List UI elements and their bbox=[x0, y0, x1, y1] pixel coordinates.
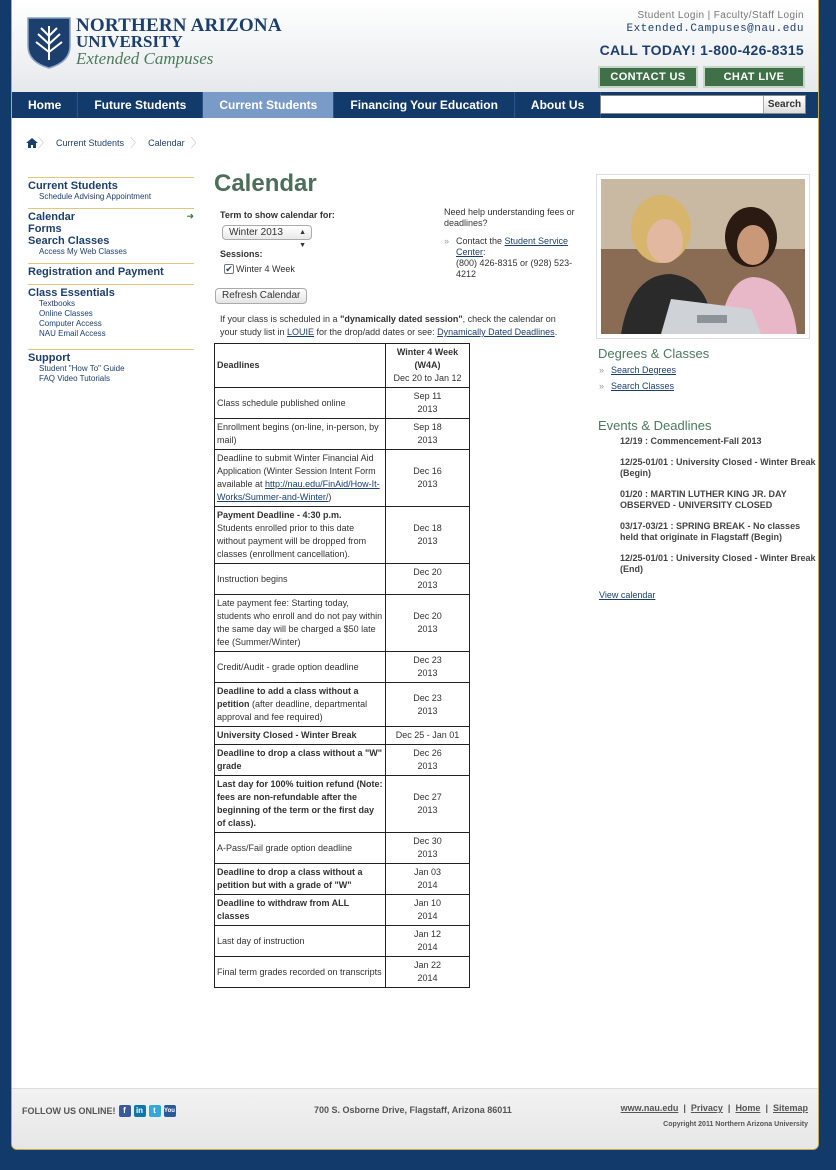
row-date-year: 2014 bbox=[417, 942, 438, 952]
email-link[interactable]: Extended.Campuses@nau.edu bbox=[626, 23, 804, 35]
row-date-year: 2014 bbox=[417, 911, 438, 921]
nau-shield-logo[interactable] bbox=[26, 16, 72, 70]
students-photo bbox=[596, 174, 810, 339]
table-row bbox=[215, 419, 470, 450]
copyright: Copyright 2011 Northern Arizona University bbox=[663, 1121, 808, 1128]
breadcrumb-separator-icon: 〉 bbox=[130, 136, 143, 150]
row-date-year: 2013 bbox=[417, 435, 438, 445]
degrees-heading: Degrees & Classes bbox=[598, 346, 710, 361]
row-date bbox=[386, 727, 470, 745]
nav-future-students[interactable]: Future Students bbox=[78, 92, 203, 118]
row-date-year: 2013 bbox=[417, 805, 438, 815]
row-date bbox=[386, 745, 470, 776]
event-item: 01/20 : MARTIN LUTHER KING JR. DAY OBSERVED - UNIVERSITY CLOSED bbox=[620, 489, 787, 510]
row-date-year: 2014 bbox=[417, 880, 438, 890]
sidebar-item-support[interactable]: Support bbox=[28, 352, 71, 364]
youtube-icon[interactable]: You bbox=[164, 1105, 176, 1117]
sidebar-item-forms[interactable]: Forms bbox=[28, 223, 62, 235]
row-date bbox=[386, 776, 470, 833]
row-date-year: 2014 bbox=[417, 973, 438, 983]
row-date-year: 2013 bbox=[417, 624, 438, 634]
row-date bbox=[386, 957, 470, 988]
follow-label: FOLLOW US ONLINE! bbox=[22, 1106, 116, 1116]
row-date-day: Dec 23 bbox=[413, 692, 442, 703]
row-date bbox=[386, 419, 470, 450]
table-row bbox=[215, 652, 470, 683]
row-label-bold: Deadline to add a class without a petition bbox=[217, 686, 359, 709]
row-label-rest: Students enrolled prior to this date without payment will be dropped from classes (enrollment cancellation). bbox=[217, 523, 367, 559]
help-box bbox=[444, 207, 584, 280]
footer-links: www.nau.edu | Privacy | Home | Sitemap bbox=[620, 1103, 808, 1113]
breadcrumb-separator-icon: 〉 bbox=[38, 136, 51, 150]
page-frame bbox=[11, 0, 819, 1150]
photo-image bbox=[601, 179, 805, 334]
session-checkbox-label[interactable]: Winter 4 Week bbox=[236, 264, 295, 274]
sidebar bbox=[28, 177, 194, 390]
sidebar-item-access-web-classes[interactable]: Access My Web Classes bbox=[39, 247, 127, 256]
student-service-center-link[interactable]: Student Service Center bbox=[456, 236, 569, 257]
follow-us bbox=[22, 1105, 176, 1117]
sidebar-item-how-to-guide[interactable]: Student "How To" Guide bbox=[39, 364, 125, 373]
row-label-post: ) bbox=[328, 492, 332, 502]
sidebar-item-registration[interactable]: Registration and Payment bbox=[28, 266, 164, 278]
row-date-year: 2013 bbox=[417, 705, 438, 716]
row-label bbox=[215, 727, 386, 745]
row-date-year: 2013 bbox=[417, 536, 438, 546]
row-date-year: 2013 bbox=[417, 580, 438, 590]
row-label bbox=[215, 450, 386, 507]
nav-about-us[interactable]: About Us bbox=[515, 92, 601, 118]
row-date bbox=[386, 683, 470, 727]
logo-line3: Extended Campuses bbox=[76, 49, 214, 68]
row-date-day: Jan 10 bbox=[413, 898, 442, 908]
sessions-label: Sessions: bbox=[220, 249, 263, 259]
row-label-bold: Deadline to drop a class without a petition but with a grade of "W" bbox=[217, 867, 363, 890]
dynamic-dates-note bbox=[220, 313, 570, 339]
linkedin-icon[interactable]: in bbox=[134, 1105, 146, 1117]
row-label bbox=[215, 507, 386, 564]
term-select-value: Winter 2013 bbox=[229, 227, 283, 238]
table-row bbox=[215, 450, 470, 507]
footer-link-privacy[interactable]: Privacy bbox=[690, 1103, 723, 1113]
event-item: 12/25-01/01 : University Closed - Winter Break (Begin) bbox=[620, 457, 816, 478]
logo-line2: UNIVERSITY bbox=[76, 32, 183, 51]
main-content bbox=[214, 170, 574, 988]
row-date-day: Dec 27 bbox=[413, 792, 442, 802]
search-input[interactable] bbox=[600, 95, 806, 114]
row-date bbox=[386, 388, 470, 419]
footer-address: 700 S. Osborne Drive, Flagstaff, Arizona 86011 bbox=[314, 1105, 512, 1115]
table-row bbox=[215, 683, 470, 727]
help-contact-item: » Contact the Student Service Center: (800) 426-8315 or (928) 523-4212 bbox=[444, 236, 584, 280]
table-row bbox=[215, 745, 470, 776]
row-label bbox=[215, 895, 386, 926]
help-text: Need help understanding fees or deadlines? bbox=[444, 207, 575, 228]
search-classes-link[interactable]: » Search Classes bbox=[599, 378, 676, 394]
session-checkbox[interactable]: ✔ bbox=[225, 264, 233, 274]
sidebar-section-essentials bbox=[28, 284, 194, 339]
row-label bbox=[215, 683, 386, 727]
nav-home[interactable]: Home bbox=[12, 92, 78, 118]
sidebar-item-textbooks[interactable]: Textbooks bbox=[39, 299, 76, 308]
note-part2: , check the calendar on your study list in bbox=[220, 314, 556, 337]
row-date-day: Sep 18 bbox=[413, 422, 442, 432]
search-degrees-link[interactable]: » Search Degrees bbox=[599, 362, 676, 378]
help-phone: (800) 426-8315 or (928) 523-4212 bbox=[456, 258, 573, 279]
row-date bbox=[386, 652, 470, 683]
nav-current-students[interactable]: Current Students bbox=[203, 92, 334, 118]
row-label-bold: Last day for 100% tuition refund (Note: fees are non-refundable after the beginning of the term or the first day of class). bbox=[217, 779, 383, 828]
event-item: 12/19 : Commencement-Fall 2013 bbox=[620, 436, 762, 446]
row-date bbox=[386, 450, 470, 507]
row-date-day: Jan 12 bbox=[413, 929, 442, 939]
sidebar-item-class-essentials[interactable]: Class Essentials bbox=[28, 287, 115, 299]
row-date-day: Dec 20 bbox=[413, 611, 442, 621]
row-date bbox=[386, 895, 470, 926]
sidebar-item-online-classes[interactable]: Online Classes bbox=[39, 309, 93, 318]
logo-wordmark[interactable] bbox=[76, 17, 282, 68]
row-label bbox=[215, 864, 386, 895]
event-item: 12/25-01/01 : University Closed - Winter Break (End) bbox=[620, 553, 816, 574]
home-icon[interactable] bbox=[26, 138, 38, 148]
row-date bbox=[386, 833, 470, 864]
select-arrows-icon: ▲ ▼ bbox=[299, 229, 306, 249]
sidebar-item-search-classes[interactable]: Search Classes bbox=[28, 235, 110, 247]
finaid-link[interactable]: http://nau.edu/FinAid/How-It-Works/Summer-and-Winter/ bbox=[217, 479, 380, 502]
table-row bbox=[215, 507, 470, 564]
table-row bbox=[215, 727, 470, 745]
facebook-icon[interactable]: f bbox=[119, 1105, 131, 1117]
logo-line1: NORTHERN ARIZONA bbox=[76, 15, 282, 36]
row-date-year: 2013 bbox=[417, 668, 438, 678]
breadcrumb-separator-icon: 〉 bbox=[190, 136, 203, 150]
help-contact-prefix: Contact the bbox=[456, 236, 505, 246]
row-label: Instruction begins bbox=[215, 564, 386, 595]
table-row bbox=[215, 388, 470, 419]
sidebar-item-calendar[interactable]: Calendar bbox=[28, 211, 76, 223]
row-label-bold: University Closed - Winter Break bbox=[217, 730, 357, 740]
sidebar-item-nau-email[interactable]: NAU Email Access bbox=[39, 329, 106, 338]
row-date-year: 2013 bbox=[417, 761, 438, 771]
footer-link-nau[interactable]: www.nau.edu bbox=[620, 1103, 679, 1113]
nav-financing[interactable]: Financing Your Education bbox=[334, 92, 515, 118]
row-label bbox=[215, 776, 386, 833]
footer-link-home[interactable]: Home bbox=[735, 1103, 761, 1113]
row-label bbox=[215, 745, 386, 776]
row-date-day: Dec 26 bbox=[413, 748, 442, 758]
louie-link[interactable]: LOUIE bbox=[287, 327, 315, 337]
row-label: Class schedule published online bbox=[215, 388, 386, 419]
table-header-session-title: Winter 4 Week (W4A) bbox=[396, 347, 459, 370]
breadcrumb bbox=[26, 134, 203, 151]
table-header-session bbox=[386, 344, 470, 388]
table-row bbox=[215, 833, 470, 864]
table-row bbox=[215, 895, 470, 926]
breadcrumb-current-students[interactable]: Current Students bbox=[56, 137, 125, 148]
sidebar-item-schedule-advising[interactable]: Schedule Advising Appointment bbox=[39, 192, 152, 201]
sidebar-section-registration bbox=[28, 263, 194, 278]
row-label: A-Pass/Fail grade option deadline bbox=[215, 833, 386, 864]
note-end: . bbox=[554, 327, 558, 337]
chat-live-button[interactable]: CHAT LIVE bbox=[703, 66, 805, 88]
row-label: Final term grades recorded on transcripts bbox=[215, 957, 386, 988]
sidebar-item-computer-access[interactable]: Computer Access bbox=[39, 319, 102, 328]
login-links[interactable]: Student Login | Faculty/Staff Login bbox=[637, 10, 804, 21]
row-date-day: Dec 20 bbox=[413, 567, 442, 577]
row-date-year: 2013 bbox=[417, 404, 438, 414]
row-date bbox=[386, 564, 470, 595]
footer-link-sitemap[interactable]: Sitemap bbox=[772, 1103, 808, 1113]
table-header-session-dates: Dec 20 to Jan 12 bbox=[393, 373, 462, 383]
site-header bbox=[12, 0, 818, 92]
twitter-icon[interactable]: t bbox=[149, 1105, 161, 1117]
contact-us-button[interactable]: CONTACT US bbox=[598, 66, 698, 88]
header-contact bbox=[600, 10, 804, 58]
table-row bbox=[215, 864, 470, 895]
term-label: Term to show calendar for: bbox=[220, 210, 335, 220]
main-nav bbox=[12, 92, 818, 118]
row-label-bold: Deadline to withdraw from ALL classes bbox=[217, 898, 350, 921]
row-label: Late payment fee: Starting today, students who enroll and do not pay within the same day will be charged a $50 late fee (Summer/Winter) bbox=[215, 595, 386, 652]
row-date-day: Jan 03 bbox=[413, 867, 442, 877]
event-item: 03/17-03/21 : SPRING BREAK - No classes held that originate in Flagstaff (Begin) bbox=[620, 521, 801, 542]
table-row bbox=[215, 926, 470, 957]
table-header-row bbox=[215, 344, 470, 388]
row-label-rest: (after deadline, departmental approval and fee required) bbox=[217, 699, 368, 722]
table-row bbox=[215, 595, 470, 652]
row-date bbox=[386, 864, 470, 895]
table-header-deadlines: Deadlines bbox=[215, 344, 386, 388]
row-label-bold: Deadline to drop a class without a "W" grade bbox=[217, 748, 383, 771]
sidebar-section-current bbox=[28, 177, 194, 202]
degrees-links bbox=[599, 362, 676, 394]
note-part1: If your class is scheduled in a bbox=[220, 314, 341, 324]
arrow-right-icon: ➜ bbox=[186, 211, 194, 221]
row-date-year: 2013 bbox=[417, 479, 438, 489]
page-title: Calendar bbox=[214, 170, 317, 197]
row-date-day: Dec 25 - Jan 01 bbox=[395, 730, 460, 740]
row-label: Enrollment begins (on-line, in-person, by mail) bbox=[215, 419, 386, 450]
cta-row bbox=[598, 66, 805, 88]
deadlines-table bbox=[214, 343, 470, 988]
row-label: Credit/Audit - grade option deadline bbox=[215, 652, 386, 683]
table-row bbox=[215, 957, 470, 988]
term-select[interactable] bbox=[222, 225, 312, 249]
row-date-year: 2013 bbox=[417, 849, 438, 859]
site-footer bbox=[12, 1088, 818, 1150]
note-bold: "dynamically dated session" bbox=[340, 314, 463, 324]
row-label: Last day of instruction bbox=[215, 926, 386, 957]
row-date bbox=[386, 595, 470, 652]
search-button[interactable]: Search bbox=[763, 96, 805, 113]
row-label-bold: Payment Deadline - 4:30 p.m. bbox=[217, 510, 342, 520]
row-date bbox=[386, 926, 470, 957]
row-date bbox=[386, 507, 470, 564]
events-heading: Events & Deadlines bbox=[598, 418, 712, 433]
sidebar-item-faq-videos[interactable]: FAQ Video Tutorials bbox=[39, 374, 110, 383]
events-list bbox=[620, 436, 819, 585]
row-date-day: Dec 30 bbox=[413, 836, 442, 846]
view-calendar-link[interactable]: View calendar bbox=[599, 590, 656, 600]
row-date-day: Jan 22 bbox=[413, 960, 442, 970]
table-row bbox=[215, 564, 470, 595]
call-today: CALL TODAY! 1-800-426-8315 bbox=[599, 42, 804, 58]
row-label-pre: Deadline to submit Winter Financial Aid Application (Winter Session Intent Form available at bbox=[217, 453, 376, 489]
row-date-day: Sep 11 bbox=[413, 391, 442, 401]
table-row bbox=[215, 776, 470, 833]
sidebar-section-support bbox=[28, 349, 194, 384]
row-date-day: Dec 23 bbox=[413, 655, 442, 665]
note-part3: for the drop/add dates or see: bbox=[314, 327, 438, 337]
sidebar-section-calendar bbox=[28, 208, 194, 257]
row-date-day: Dec 16 bbox=[413, 466, 442, 476]
breadcrumb-calendar: Calendar bbox=[148, 137, 185, 148]
row-date-day: Dec 18 bbox=[413, 523, 442, 533]
dynamically-dated-deadlines-link[interactable]: Dynamically Dated Deadlines bbox=[437, 327, 555, 337]
sidebar-item-current-students[interactable]: Current Students bbox=[28, 180, 118, 192]
refresh-calendar-button[interactable]: Refresh Calendar bbox=[215, 288, 307, 304]
